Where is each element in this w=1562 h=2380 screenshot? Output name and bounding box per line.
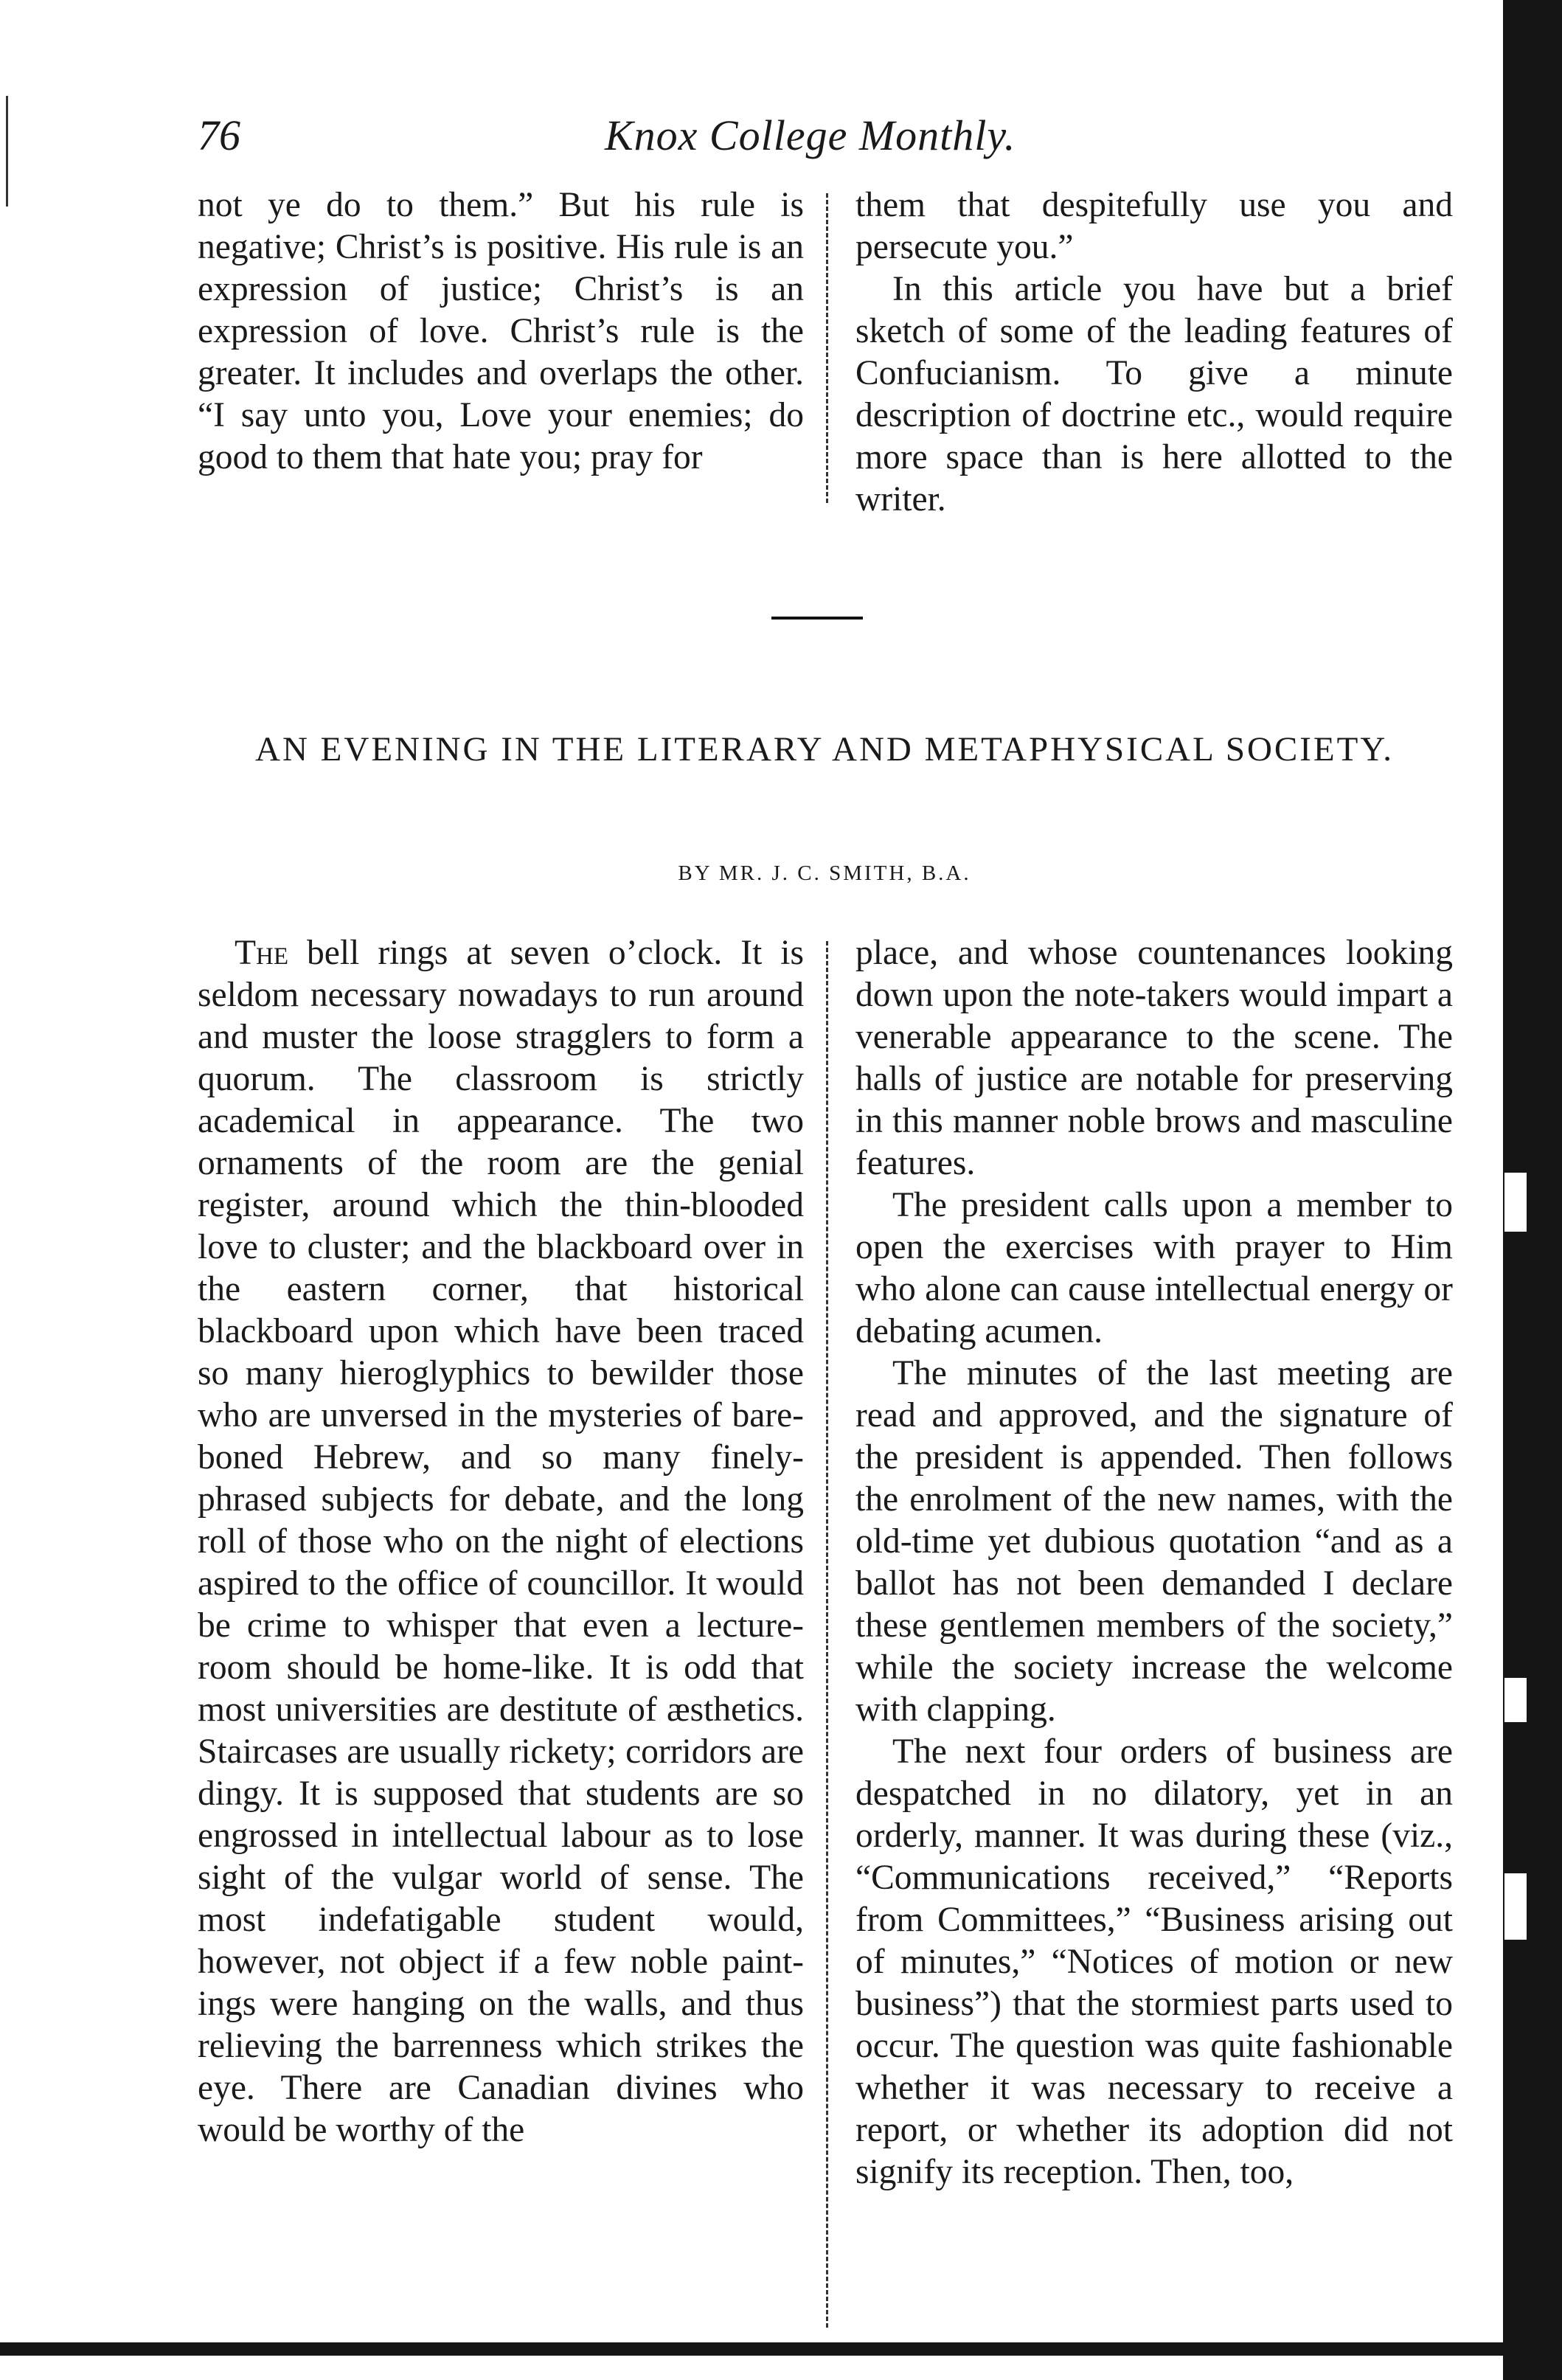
article-byline: BY MR. J. C. SMITH, B.A. xyxy=(678,861,971,885)
column-divider xyxy=(826,941,828,2328)
article-right-column xyxy=(855,932,1453,2193)
scan-edge-notch xyxy=(1504,1678,1527,1722)
paragraph: place, and whose countenances looking down upon the note-takers would impart a venerable appearance to the scene. The halls of justice are notable for preserving in this manner noble brows and masculine features. xyxy=(855,934,1453,1182)
paragraph: The next four orders of business are despatched in no dilatory, yet in an orderly, manner. It was during these (viz., “Communications received,” “Reports from Committees,” “Business arising out of minutes,” “Notices of motion or new business”) that the stormiest parts used to occur. The question was quite fashionable whether it was necessary to receive a report, or whether its adoption did not signify its reception. Then, too, xyxy=(855,1732,1453,2191)
scan-edge-notch xyxy=(1504,1873,1527,1940)
paragraph: The minutes of the last meeting are read and approved, and the signature of the president is appended. Then follows the enrolment of the new names, with the old-time yet dubious quotation “and as a ballot has not been demanded I declare these gentlemen members of the society,” while the society increase the welcome with clapping. xyxy=(855,1354,1453,1729)
paragraph xyxy=(198,932,804,2151)
top-left-column xyxy=(198,184,804,479)
article-left-column xyxy=(198,932,804,2151)
top-right-column xyxy=(855,184,1453,521)
paragraph-text: bell rings at seven o’clock. It is seldom necessary nowadays to run around and muster the loose stragglers to form a quorum. The classroom is strictly academical in appearance. The two ornaments of the room are the genial register, around which the thin-blooded love to cluster; and the blackboard over in the eastern corner, that historical blackboard upon which have been traced so many hieroglyphics to bewilder those who are unversed in the mysteries of bare-boned Hebrew, and so many finely-phrased subjects for debate, and the long roll of those who on the night of elections aspired to the office of councillor. It would be crime to whisper that even a lecture-room should be home-like. It is odd that most universities are destitute of æsthetics. Staircases are usually rickety; corridors are dingy. It is supposed that students are so engrossed in intellectual labour as to lose sight of the vulgar world of sense. The most indefatigable student would, however, not object if a few noble paintings were hanging on the walls, and thus relieving the barrenness which strikes the eye. There are Canadian divines who would be worthy of the xyxy=(198,934,804,2149)
section-separator-rule xyxy=(771,617,863,620)
page-number: 76 xyxy=(198,111,240,159)
paragraph: not ye do to them.” But his rule is negative; Christ’s is positive. His rule is an expression of justice; Christ’s is an expression of love. Christ’s rule is the greater. It includes and overlaps the other. “I say unto you, Love your enemies; do good to them that hate you; pray for xyxy=(198,186,804,476)
opening-word: The xyxy=(235,934,289,972)
paragraph: them that despitefully use you and persecute you.” xyxy=(855,186,1453,266)
running-title: Knox College Monthly. xyxy=(605,111,1016,159)
article-title: AN EVENING IN THE LITERARY AND METAPHYSICAL SOCIETY. xyxy=(255,730,1394,769)
column-divider xyxy=(826,193,828,503)
scan-bottom-edge xyxy=(0,2342,1504,2356)
scan-edge-notch xyxy=(1504,1173,1527,1232)
paragraph: In this article you have but a brief sketch of some of the leading features of Confucianism. To give a minute description of doctrine etc., would require more space than is here allotted to the writer. xyxy=(855,270,1453,518)
paragraph: The president calls upon a member to open the exercises with prayer to Him who alone can cause intellectual energy or debating acumen. xyxy=(855,1186,1453,1350)
scan-left-mark xyxy=(6,96,8,207)
